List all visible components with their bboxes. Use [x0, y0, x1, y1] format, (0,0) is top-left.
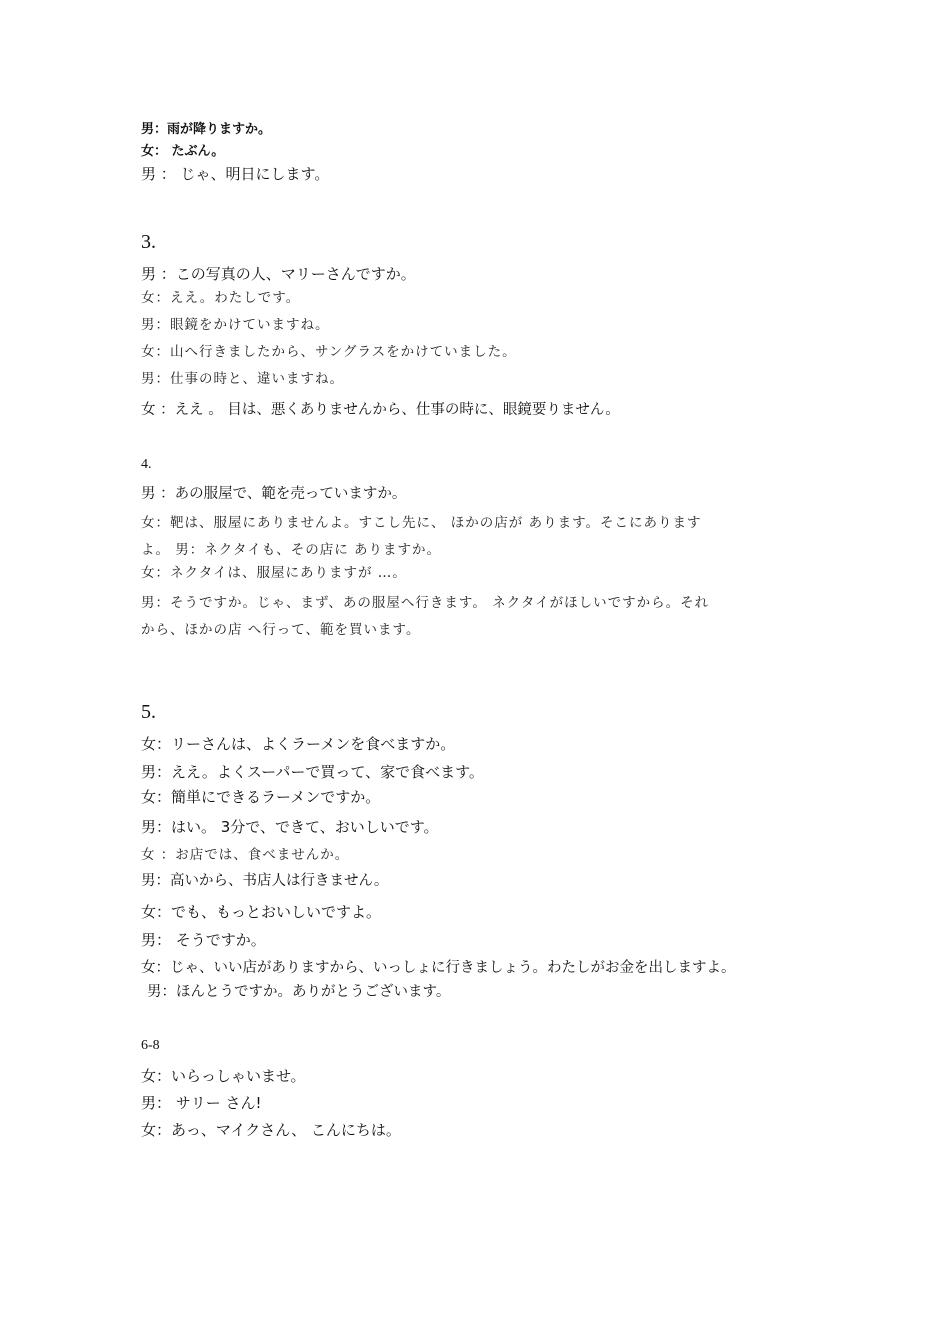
dialogue-line: 女：山へ行きましたから、サングラスをかけていました。	[141, 344, 517, 360]
dialogue-line: から、ほかの店 へ行って、範を買います。	[141, 622, 421, 638]
dialogue-line: 男：眼鏡をかけていますね。	[141, 317, 330, 333]
dialogue-line: 女：じゃ、いい店がありますから、いっしょに行きましょう。わたしがお金を出しますよ。	[141, 960, 736, 976]
dialogue-line: 女：ええ。わたしです。	[141, 290, 301, 306]
dialogue-line: 女：簡単にできるラーメンですか。	[141, 788, 381, 806]
dialogue-line: よ。 男：ネクタイも、その店に ありますか。	[141, 542, 442, 558]
dialogue-line: 男：ほんとうですか。ありがとうございます。	[147, 984, 451, 1000]
section-heading: 6-8	[141, 1038, 160, 1053]
dialogue-line: 女： たぶん。	[141, 144, 225, 159]
dialogue-line: 女 ：お店では、食べませんか。	[141, 847, 350, 863]
dialogue-line: 男 ：あの服屋で、範を売っていますか。	[141, 486, 407, 502]
section-heading: 3.	[141, 231, 156, 253]
dialogue-line: 男 ： じゃ、明日にします。	[141, 165, 330, 183]
dialogue-line: 男：ええ。よくスーパーで買って、家で食べます。	[141, 763, 484, 781]
section-heading: 4.	[141, 457, 152, 472]
dialogue-line: 女：あっ、マイクさん、 こんにちは。	[141, 1121, 401, 1139]
dialogue-line: 男： そうですか。	[141, 931, 266, 949]
dialogue-line: 男：雨が降りますか。	[141, 122, 272, 137]
dialogue-line: 男：はい。 3分で、できて、おいしいです。	[141, 818, 439, 836]
dialogue-line: 女：でも、もっとおいしいですよ。	[141, 903, 382, 921]
dialogue-line: 女：靶は、服屋にありませんよ。すこし先に、 ほかの店が あります。そこにあります	[141, 515, 702, 531]
dialogue-line: 男：そうですか。じゃ、まず、あの服屋へ行きます。 ネクタイがほしいですから。それ	[141, 595, 710, 611]
dialogue-line: 女：いらっしゃいませ。	[141, 1067, 306, 1085]
dialogue-line: 男 ：この写真の人、マリーさんですか。	[141, 265, 416, 283]
dialogue-line: 女 ：ええ 。 目は、悪くありませんから、仕事の時に、眼鏡要りません。	[141, 402, 620, 418]
section-heading: 5.	[141, 701, 156, 723]
dialogue-line: 男：高いから、书店人は行きません。	[141, 873, 389, 889]
dialogue-line: 女：リーさんは、よくラーメンを食べますか。	[141, 735, 456, 753]
dialogue-line: 女：ネクタイは、服屋にありますが …。	[141, 565, 407, 581]
dialogue-line: 男： サリー さん!	[141, 1094, 262, 1112]
dialogue-line: 男：仕事の時と、違いますね。	[141, 371, 344, 387]
